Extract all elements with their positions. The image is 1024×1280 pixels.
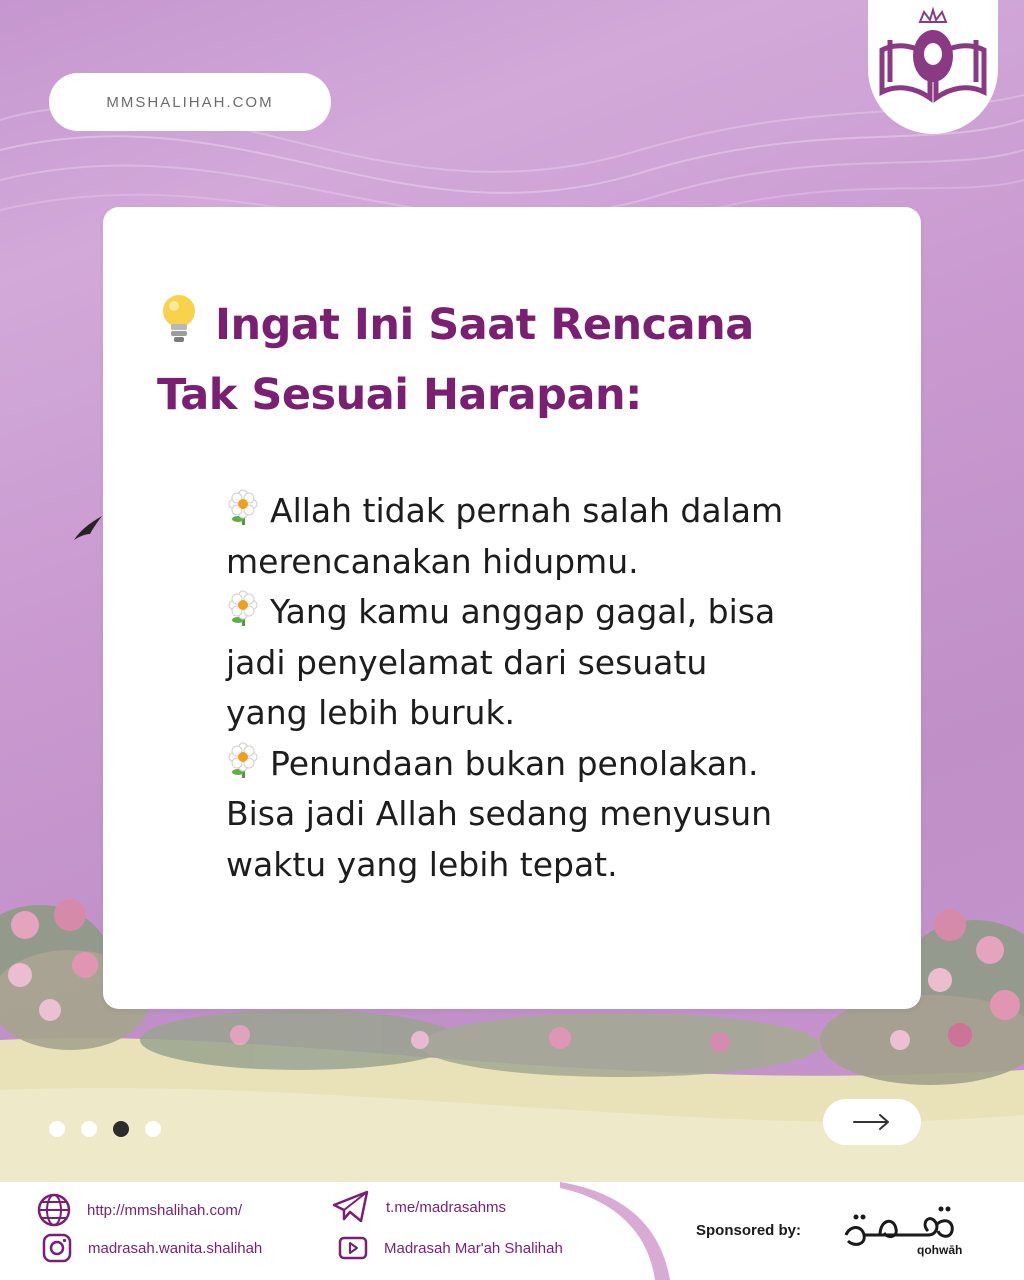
point-3-line-2: Bisa jadi Allah sedang menyusun	[226, 794, 773, 833]
points-list	[226, 486, 866, 890]
flower-icon	[226, 590, 260, 628]
footer-website-label: http://mmshalihah.com/	[87, 1201, 243, 1219]
point-1-line-2: merencanakan hidupmu.	[226, 541, 639, 581]
website-label: MMSHALIHAH.COM	[106, 93, 274, 111]
next-slide-button[interactable]	[823, 1099, 921, 1145]
footer-website[interactable]	[37, 1193, 242, 1227]
website-pill[interactable]	[49, 73, 331, 131]
title-line-1	[157, 290, 877, 360]
youtube-icon	[338, 1235, 368, 1261]
arrow-right-icon	[852, 1112, 892, 1132]
flower-icon	[226, 742, 260, 780]
title-line-2: Tak Sesuai Harapan:	[157, 370, 642, 420]
pager-dot-1[interactable]	[49, 1121, 65, 1137]
footer-telegram-label: t.me/madrasahms	[386, 1198, 507, 1216]
title-text-1: Ingat Ini Saat Rencana	[215, 300, 754, 350]
instagram-icon	[42, 1233, 72, 1263]
flower-icon	[226, 489, 260, 527]
telegram-icon	[332, 1190, 370, 1224]
point-item	[226, 739, 866, 891]
point-item	[226, 486, 866, 587]
pager-dot-2[interactable]	[81, 1121, 97, 1137]
point-1-line-1: Allah tidak pernah salah dalam	[270, 491, 784, 530]
point-item	[226, 587, 866, 739]
point-3-line-3: waktu yang lebih tepat.	[226, 844, 618, 884]
point-2-line-3: yang lebih buruk.	[226, 693, 516, 732]
globe-icon	[37, 1193, 71, 1227]
sponsor-name: qohwāh	[917, 1243, 963, 1257]
lightbulb-icon	[157, 293, 201, 345]
footer-youtube-label: Madrasah Mar'ah Shalihah	[384, 1239, 563, 1257]
point-2-line-1: Yang kamu anggap gagal, bisa	[270, 592, 776, 631]
sponsored-by-label: Sponsored by:	[696, 1222, 802, 1239]
footer-telegram[interactable]	[332, 1190, 506, 1224]
footer-instagram[interactable]	[42, 1233, 262, 1263]
pager-dot-4[interactable]	[145, 1121, 161, 1137]
carousel-pager	[49, 1121, 161, 1137]
footer-instagram-label: madrasah.wanita.shalihah	[88, 1239, 263, 1257]
pager-dot-3-active[interactable]	[113, 1121, 129, 1137]
madrasah-logo-icon	[868, 0, 998, 134]
footer-decorative-swoosh	[560, 1182, 680, 1280]
brand-logo-tab	[868, 0, 998, 134]
footer-youtube[interactable]	[338, 1235, 563, 1261]
point-2-line-2: jadi penyelamat dari sesuatu	[226, 642, 708, 682]
page-title	[157, 290, 877, 430]
point-3-line-1: Penundaan bukan penolakan.	[270, 743, 759, 783]
